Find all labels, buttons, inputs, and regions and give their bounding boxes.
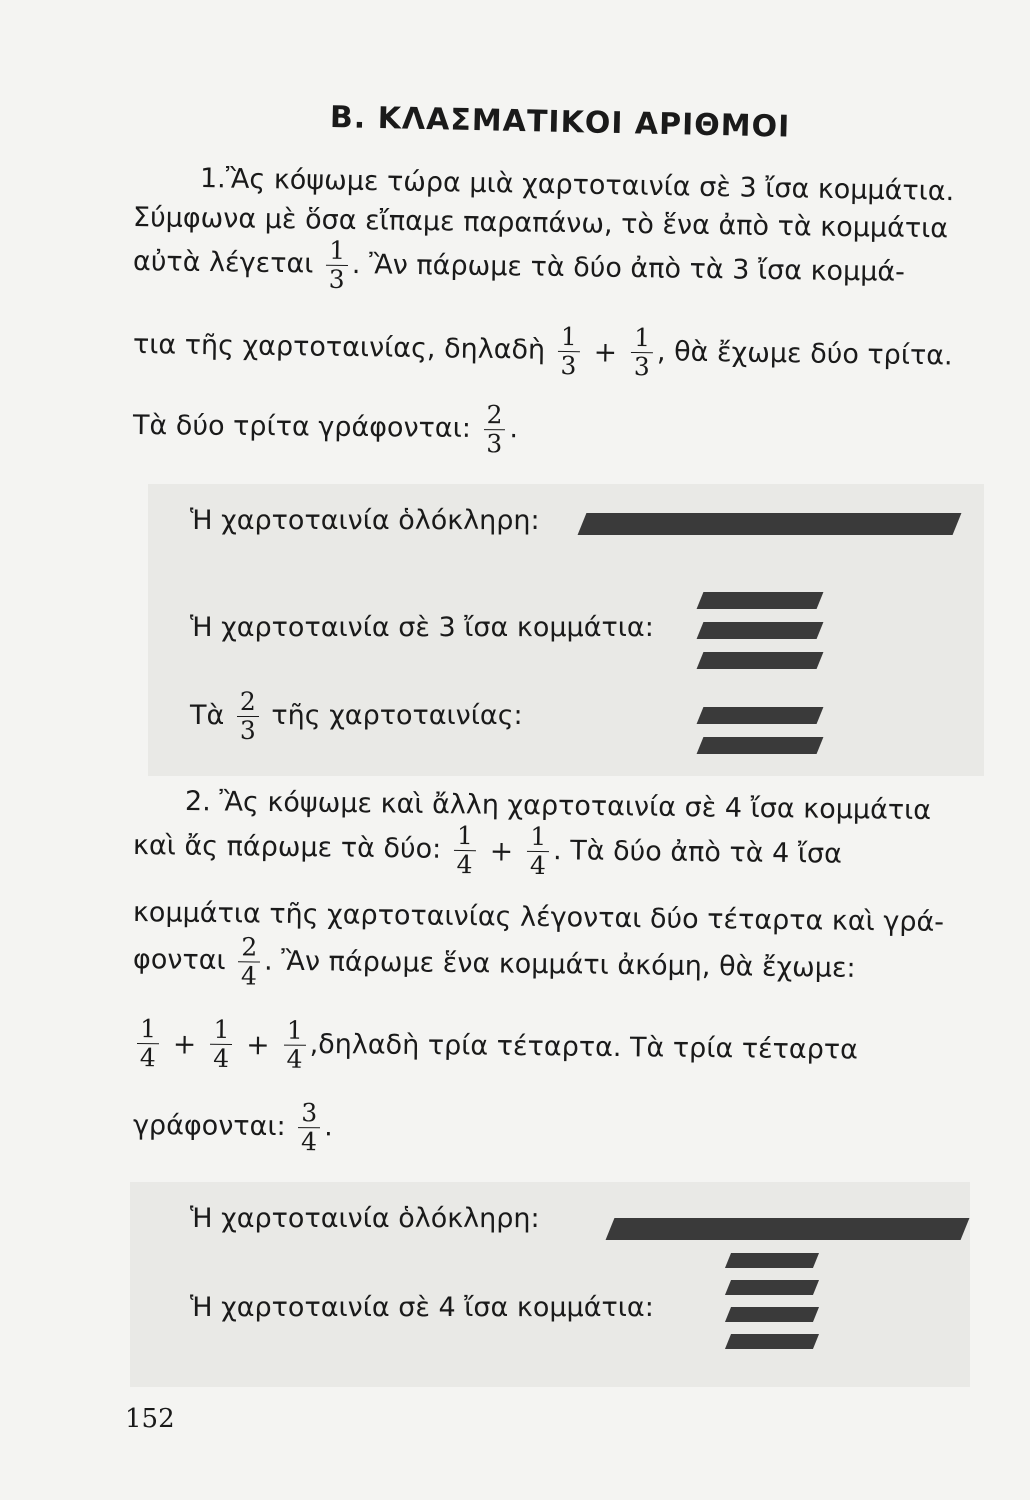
numerator: 2 — [241, 932, 258, 962]
numerator: 1 — [530, 821, 547, 852]
third-piece-bar — [697, 652, 824, 669]
para2-line1: 2. Ἂς κόψωμε καὶ ἄλλη χαρτοταινία σὲ 4 ἴσα κομμάτια — [184, 786, 932, 827]
para1-line4-text: τια τῆς χαρτοταινίας, δηλαδὴ — [132, 329, 546, 366]
para1-line3-text: αὐτὰ λέγεται — [132, 246, 314, 280]
para2-line5-rest: ,δηλαδὴ τρία τέταρτα. Τὰ τρία τέταρτα — [309, 1028, 859, 1066]
quarters-strip-label: Ἡ χαρτοταινία σὲ 4 ἴσα κομμάτια: — [190, 1292, 654, 1323]
denominator: 3 — [326, 265, 348, 294]
para2-line6 — [133, 1098, 333, 1156]
para2-line5 — [133, 1015, 858, 1080]
fraction-one-fourth — [453, 822, 476, 879]
para1-line2: Σύμφωνα μὲ ὅσα εἴπαμε παραπάνω, τὸ ἕνα ἀπὸ τὰ κομμάτια — [132, 202, 949, 245]
numerator: 1 — [213, 1014, 230, 1045]
numerator: 1 — [286, 1015, 303, 1045]
fraction-one-fourth — [137, 1015, 160, 1072]
para1-line4-rest: , θὰ ἔχωμε δύο τρίτα. — [656, 336, 953, 372]
fraction-two-thirds — [483, 401, 505, 458]
third-piece-bar — [697, 622, 824, 639]
fraction-one-third — [326, 237, 349, 294]
para1-line3-rest: . Ἂν πάρωμε τὰ δύο ἀπὸ τὰ 3 ἴσα κομμά- — [351, 249, 906, 288]
whole-strip-label: Ἡ χαρτοταινία ὁλόκληρη: — [190, 505, 540, 536]
denominator: 4 — [298, 1127, 320, 1156]
two-thirds-label — [190, 688, 523, 745]
quarter-piece-bar — [725, 1253, 819, 1268]
fraction-three-fourths — [298, 1099, 320, 1156]
denominator: 4 — [210, 1044, 232, 1073]
plus-sign: + — [593, 335, 618, 369]
numerator: 1 — [140, 1014, 157, 1044]
two-thirds-piece-bar — [697, 737, 824, 754]
plus-sign: + — [489, 834, 514, 868]
fraction-one-fourth — [210, 1016, 233, 1073]
fraction-one-fourth — [527, 823, 550, 880]
denominator: 4 — [283, 1045, 305, 1074]
quarter-piece-bar — [725, 1280, 819, 1295]
fraction-one-third — [631, 324, 654, 381]
denominator: 3 — [631, 352, 653, 381]
numerator: 2 — [239, 687, 256, 716]
para2-line6-period: . — [324, 1111, 333, 1143]
denominator: 3 — [557, 351, 579, 380]
para2-line2 — [133, 818, 843, 884]
section-heading: Β. ΚΛΑΣΜΑΤΙΚΟΙ ΑΡΙΘΜΟΙ — [329, 100, 791, 145]
denominator: 3 — [237, 716, 259, 745]
whole-strip-label-2: Ἡ χαρτοταινία ὁλόκληρη: — [190, 1203, 540, 1234]
denominator: 4 — [137, 1043, 159, 1072]
third-piece-bar — [697, 592, 824, 609]
plus-sign: + — [172, 1027, 197, 1061]
thirds-strip-label: Ἡ χαρτοταινία σὲ 3 ἴσα κομμάτια: — [190, 612, 654, 643]
numerator: 1 — [634, 322, 651, 353]
para1-line4 — [133, 317, 953, 385]
para2-line3: κομμάτια τῆς χαρτοταινίας λέγονται δύο τέταρτα καὶ γρά- — [132, 897, 945, 938]
two-thirds-label-post: τῆς χαρτοταινίας: — [271, 700, 523, 731]
para2-line4-rest: . Ἂν πάρωμε ἕνα κομμάτι ἀκόμη, θὰ ἔχωμε: — [263, 945, 856, 984]
numerator: 2 — [486, 400, 503, 430]
denominator: 4 — [238, 961, 260, 990]
para1-line1: 1.Ἂς κόψωμε τώρα μιὰ χαρτοταινία σὲ 3 ἴσα κομμάτια. — [199, 163, 955, 208]
denominator: 3 — [483, 429, 505, 458]
para2-line4 — [133, 932, 856, 998]
numerator: 1 — [456, 820, 474, 851]
para2-line2-text: καὶ ἄς πάρωμε τὰ δύο: — [132, 830, 442, 865]
numerator: 1 — [328, 235, 346, 265]
fraction-two-fourths — [238, 933, 261, 990]
page-number: 152 — [125, 1404, 175, 1434]
para1-line5-period: . — [509, 413, 519, 445]
para2-line6-text: γράφονται: — [132, 1110, 286, 1143]
whole-strip-bar — [578, 513, 962, 535]
plus-sign: + — [246, 1028, 270, 1062]
para1-line5-text: Τὰ δύο τρίτα γράφονται: — [132, 410, 472, 444]
para2-line2-rest: . Τὰ δύο ἀπὸ τὰ 4 ἴσα — [552, 835, 843, 870]
numerator: 3 — [301, 1098, 318, 1128]
fraction-one-fourth — [283, 1017, 306, 1074]
numerator: 1 — [560, 321, 578, 352]
denominator: 4 — [453, 850, 475, 879]
quarter-piece-bar — [725, 1334, 819, 1349]
whole-strip-bar-2 — [606, 1218, 970, 1240]
para1-line5 — [133, 398, 518, 458]
two-thirds-label-pre: Τὰ — [190, 700, 225, 731]
two-thirds-piece-bar — [697, 707, 824, 724]
denominator: 4 — [527, 851, 549, 880]
para1-line3 — [133, 234, 906, 302]
quarter-piece-bar — [725, 1307, 819, 1322]
para2-line4-text: φονται — [132, 944, 226, 977]
fraction-two-thirds — [237, 688, 259, 745]
fraction-one-third — [557, 323, 580, 380]
